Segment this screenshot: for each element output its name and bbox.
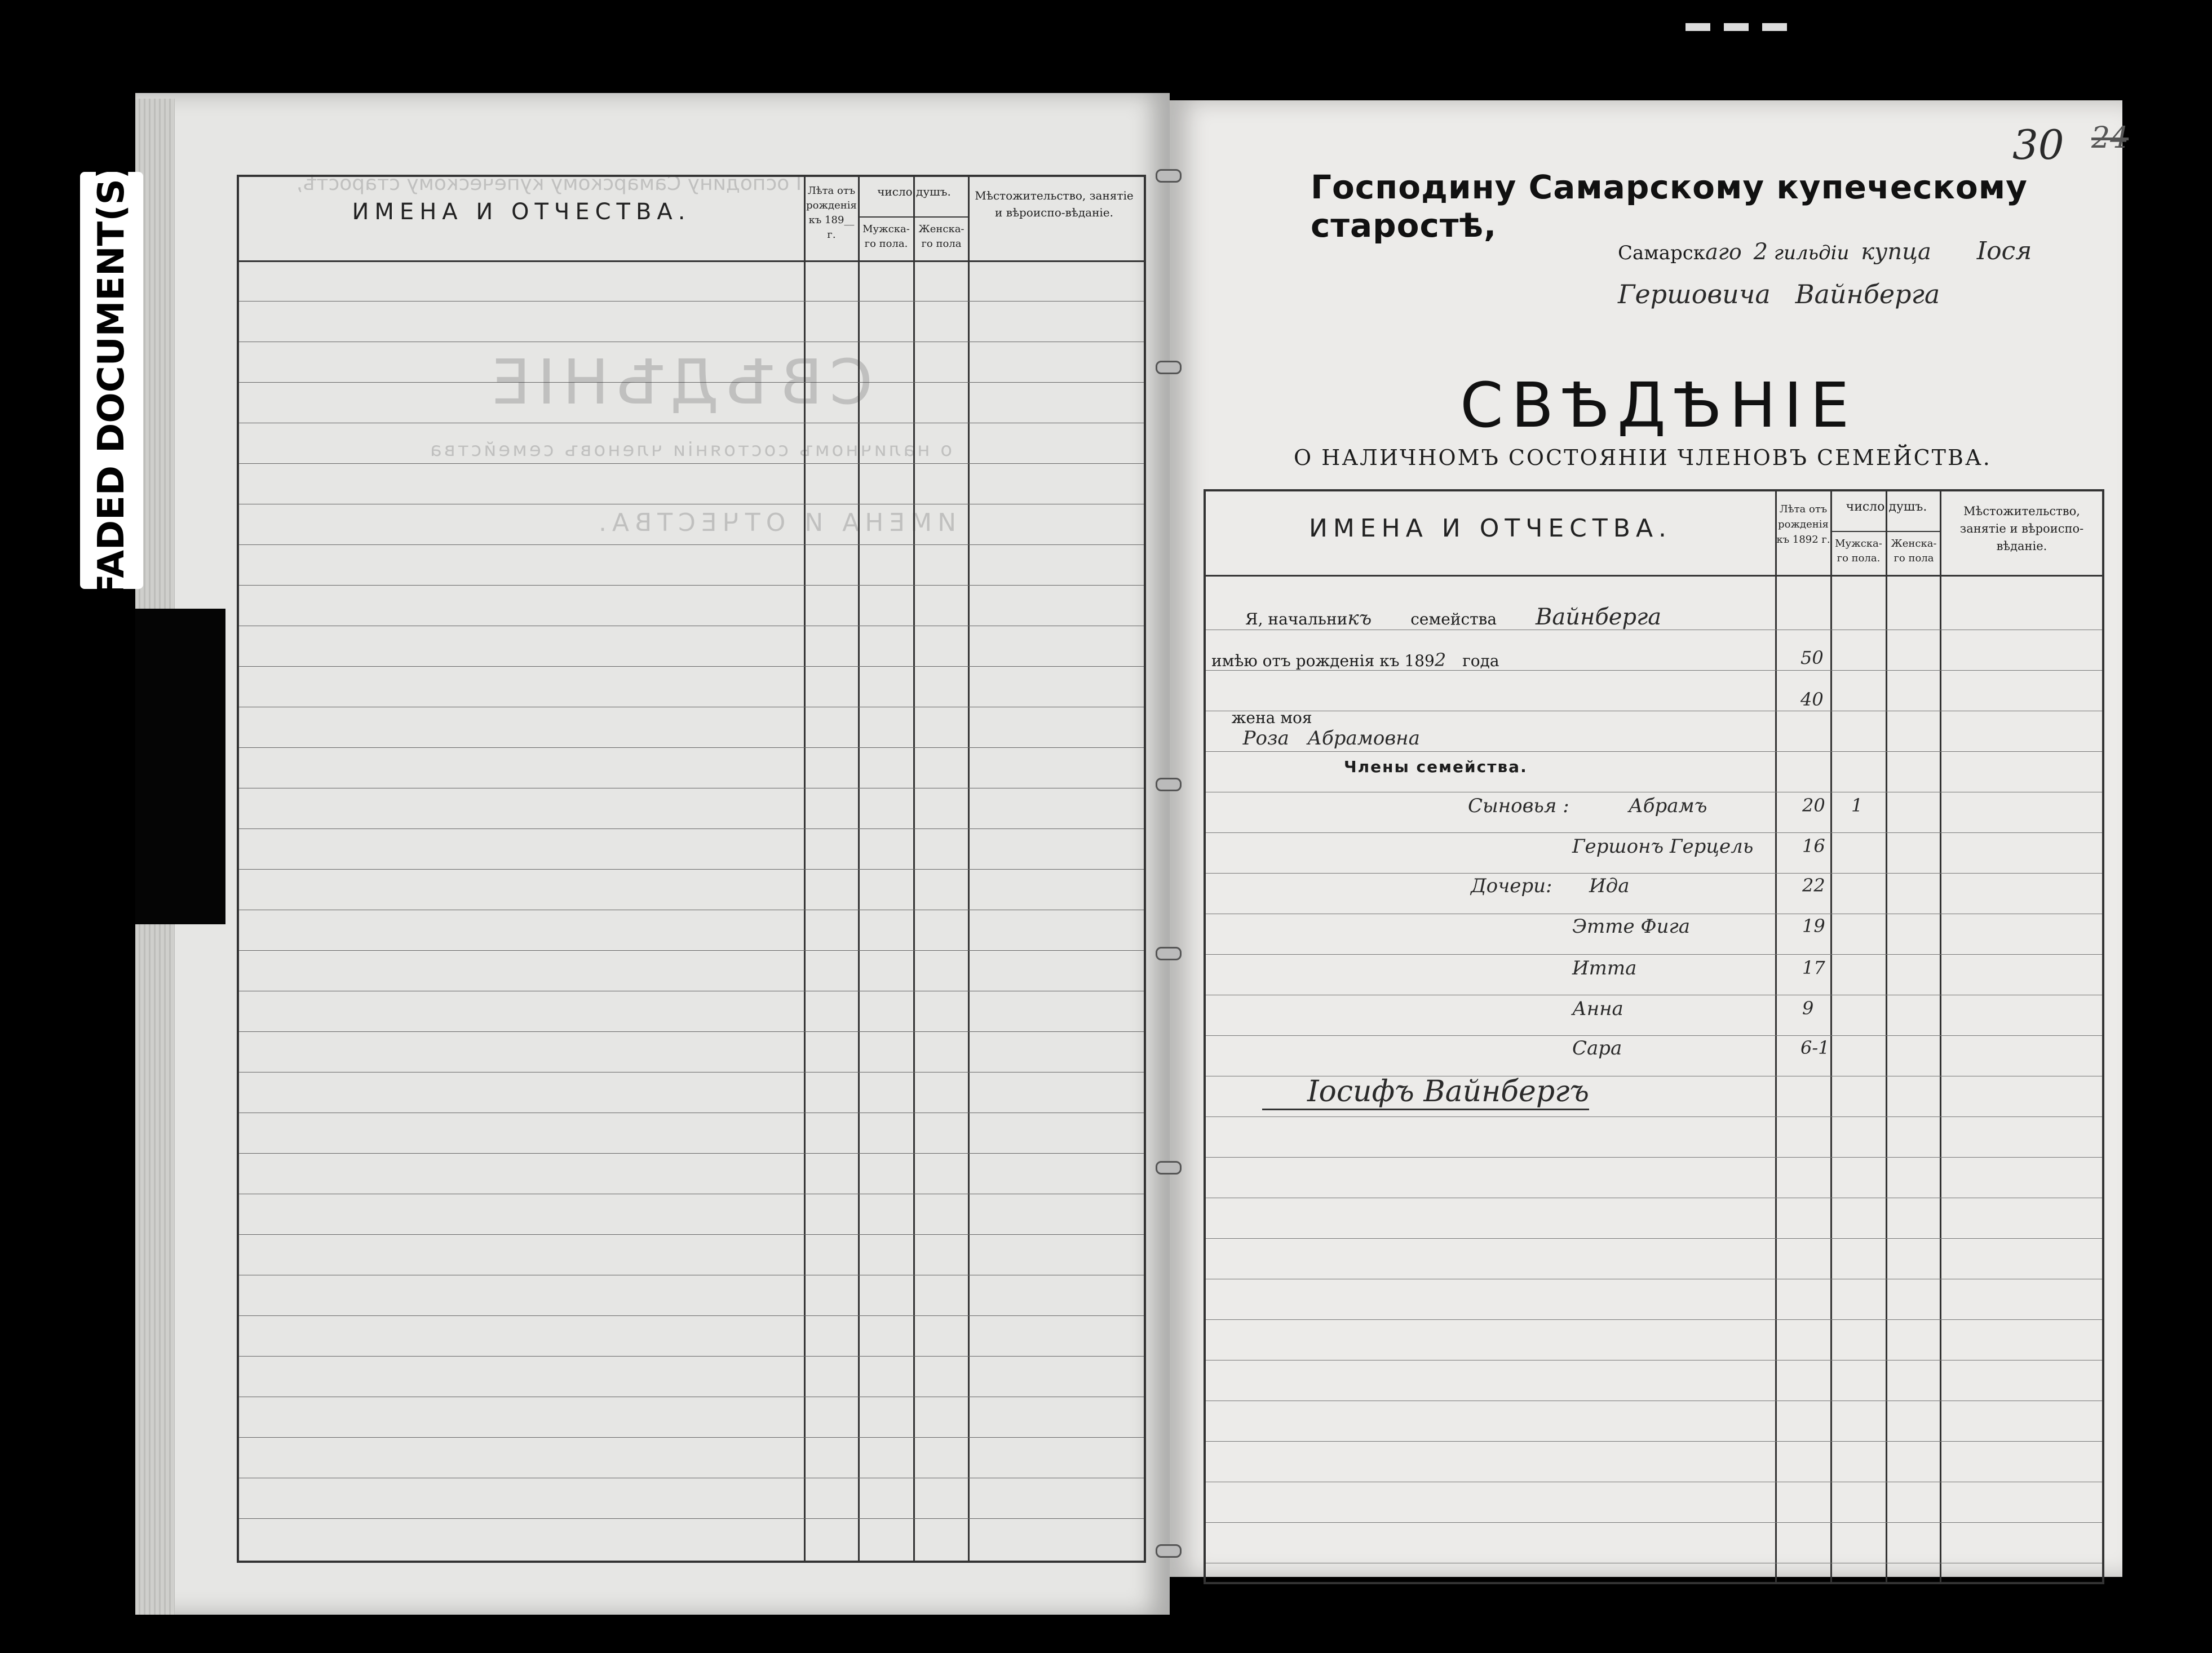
rt-souls-header: число душъ. — [1846, 500, 1927, 514]
head-years: 50 — [1800, 647, 1824, 668]
sender-line-2: Гершовича Вайнберга — [1618, 279, 1940, 309]
wife-name: Роза Абрамовна — [1242, 727, 1420, 750]
son-1-years: 20 — [1802, 795, 1825, 816]
addressee-line: Господину Самарскому купеческому старостѣ, — [1311, 168, 2028, 245]
head-of-family-line — [1245, 604, 1661, 630]
scanner-marks — [1685, 23, 1810, 36]
daughter-4-years: 9 — [1802, 998, 1814, 1019]
binder-clip — [135, 609, 225, 924]
daughter-2-years: 19 — [1802, 915, 1825, 937]
daughter-2-name: Этте Фига — [1572, 915, 1690, 938]
daughter-3-years: 17 — [1802, 957, 1825, 978]
r1-hand: къ — [1347, 607, 1372, 630]
r1-surname: Вайнберга — [1536, 604, 1662, 630]
family-table — [1204, 489, 2104, 1584]
sender-print: Самарск — [1618, 242, 1706, 264]
r2-print: имѣю отъ рожденія къ 189 — [1211, 652, 1435, 670]
sender-guild-label: гильдіи — [1773, 242, 1850, 264]
r3-print: жена моя — [1231, 708, 1312, 727]
rt-years-header: Лѣта отъ рожденія къ 1892 г. — [1776, 503, 1830, 546]
souls-column-header: число душъ. — [877, 185, 951, 198]
names-column-header: ИМЕНА И ОТЧЕСТВА. — [352, 199, 691, 225]
ghost-subtitle: о наличномъ состояніи членовъ семейства — [427, 438, 953, 461]
ghost-addressee: Господину Самарскому купеческому старостѣ, — [296, 172, 802, 195]
son-1-male: 1 — [1851, 795, 1863, 816]
rt-female-header: Женска-го пола — [1891, 538, 1937, 564]
rt-names-header: ИМЕНА И ОТЧЕСТВА. — [1308, 514, 1673, 543]
document-subtitle: О НАЛИЧНОМЪ СОСТОЯНІИ ЧЛЕНОВЪ СЕМЕЙСТВА. — [1294, 445, 1992, 470]
page-number-struck: 24 — [2091, 121, 2129, 155]
birth-year-line — [1211, 649, 1499, 671]
ghost-names: ИМЕНА И ОТЧЕСТВА. — [592, 508, 957, 537]
faded-document-label: FADED DOCUMENT(S) — [91, 162, 132, 599]
r2-hand: 2 — [1434, 649, 1446, 671]
residence-column-header: Мѣстожительство, занятіе и вѣроиспо-вѣданіе. — [975, 189, 1134, 219]
faded-document-badge — [80, 162, 143, 599]
years-column-header: Лѣта отъ рожденія къ 189__ г. — [806, 185, 857, 241]
daughter-5-name: Сара — [1572, 1037, 1622, 1060]
r2-print2: года — [1462, 652, 1499, 670]
daughter-1-name: Ида — [1589, 875, 1630, 897]
members-heading: Члены семейства. — [1344, 757, 1528, 776]
sender-guild: 2 — [1753, 239, 1768, 265]
r1-print2: семейства — [1410, 610, 1497, 628]
sender-first-name: Іося — [1976, 237, 2032, 265]
ghost-title: СВѢДѢНІЕ — [484, 346, 873, 418]
page-number: 30 — [2012, 121, 2064, 169]
son-2-name: Гершонъ Герцель — [1572, 835, 1754, 858]
female-column-header: Женска-го пола — [918, 223, 965, 250]
rt-residence-header: Мѣстожительство, занятіе и вѣроиспо-вѣданіе. — [1959, 504, 2084, 553]
wife-line — [1211, 690, 1420, 768]
sender-merchant: купца — [1861, 239, 1931, 265]
sons-label: Сыновья : — [1468, 795, 1569, 817]
rt-male-header: Мужска-го пола. — [1835, 538, 1882, 564]
document-title: СВѢДѢНІЕ — [1460, 369, 1857, 441]
left-table — [237, 172, 1146, 1563]
daughter-1-years: 22 — [1802, 875, 1825, 896]
signature: Іосифъ Вайнбергъ — [1262, 1075, 1589, 1110]
daughter-4-name: Анна — [1572, 998, 1623, 1020]
son-1-name: Абрамъ — [1629, 795, 1707, 817]
son-2-years: 16 — [1802, 835, 1825, 857]
daughters-label: Дочери: — [1471, 875, 1552, 897]
daughter-5-years: 6-1 — [1800, 1037, 1830, 1058]
r1-print: Я, начальни — [1245, 610, 1348, 628]
sender-line-1 — [1618, 237, 2032, 271]
wife-years: 40 — [1800, 689, 1824, 710]
sender-hand: аго — [1705, 240, 1742, 264]
male-column-header: Мужска-го пола. — [862, 223, 910, 250]
daughter-3-name: Итта — [1572, 957, 1637, 980]
